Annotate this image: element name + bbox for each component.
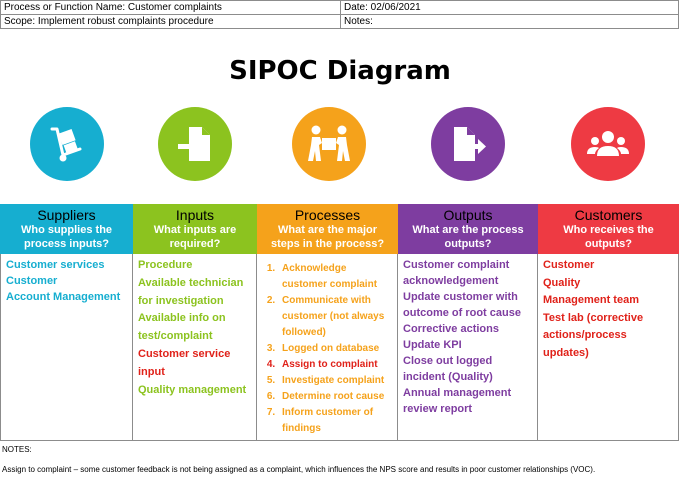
scope-field[interactable]: Scope: Implement robust complaints procedure — [1, 15, 341, 29]
list-item: Customer complaint — [403, 259, 510, 271]
inputs-title: Inputs — [175, 207, 215, 223]
list-item: Corrective actions — [403, 323, 499, 335]
list-item: Annual management — [403, 387, 512, 399]
notes-field[interactable]: Notes: — [341, 15, 679, 29]
list-item: Procedure — [138, 259, 193, 271]
outputs-question-line-1: What are the process — [412, 224, 524, 236]
list-item: updates) — [543, 346, 589, 359]
processes-body — [257, 254, 398, 441]
customers-title: Customers — [574, 207, 643, 223]
list-item: Available info on — [138, 312, 226, 325]
header-table — [0, 0, 679, 29]
people-carry-icon — [292, 107, 366, 181]
suppliers-question-line-2: process inputs? — [24, 238, 109, 250]
outputs-body — [398, 254, 538, 441]
list-item: incident (Quality) — [403, 371, 493, 383]
suppliers-title: Suppliers — [37, 207, 96, 223]
file-import-icon — [158, 107, 232, 181]
list-item: Management team — [543, 294, 639, 306]
list-item: for investigation — [138, 294, 224, 307]
processes-question-line-2: steps in the process? — [270, 238, 385, 250]
outputs-column — [398, 204, 538, 441]
list-item: review report — [403, 403, 473, 415]
list-item: 6. Determine root cause — [278, 389, 392, 405]
processes-column — [257, 204, 398, 441]
notes-text: Assign to complaint – some customer feedback is not being assigned as a complaint, which influences the NPS score and results in poor customer relationships (VOC). — [2, 465, 596, 474]
list-item: Customer — [6, 275, 58, 287]
list-item: Quality management — [138, 383, 247, 396]
inputs-question-line-2: required? — [169, 238, 221, 250]
list-item: Customer services — [6, 259, 105, 271]
list-item: actions/process — [543, 329, 627, 341]
list-item: 3. Logged on database — [278, 341, 392, 357]
list-item: 5. Investigate complaint — [278, 373, 392, 389]
customers-column — [538, 204, 679, 441]
processes-question-line-1: What are the major — [277, 224, 378, 236]
customers-header — [538, 204, 679, 254]
inputs-column — [133, 204, 257, 441]
outputs-header — [398, 204, 538, 254]
list-item: 2. Communicate with customer (not always followed) — [278, 293, 392, 341]
page-title: SIPOC Diagram — [229, 56, 451, 86]
inputs-question-line-1: What inputs are — [153, 224, 237, 236]
list-item: test/complaint — [138, 330, 213, 343]
list-item: 4. Assign to complaint — [278, 357, 392, 373]
suppliers-body — [0, 254, 133, 441]
outputs-title: Outputs — [443, 207, 493, 223]
list-item: outcome of root cause — [403, 307, 521, 319]
suppliers-header — [0, 204, 133, 254]
list-item: Customer service — [138, 347, 231, 360]
processes-title: Processes — [294, 207, 361, 223]
inputs-body — [133, 254, 257, 441]
list-item: 7. Inform customer of findings — [278, 405, 392, 437]
list-item: Available technician — [138, 276, 244, 289]
customers-question-line-2: outputs? — [584, 238, 633, 250]
customers-question-line-1: Who receives the — [563, 224, 654, 236]
list-item: Update customer with — [403, 291, 518, 303]
list-item: Update KPI — [403, 339, 462, 351]
suppliers-column — [0, 204, 133, 441]
file-export-icon — [431, 107, 505, 181]
list-item: Customer — [543, 259, 595, 271]
list-item: acknowledgement — [403, 275, 499, 287]
notes-label: NOTES: — [2, 445, 32, 454]
process-steps-list — [259, 261, 392, 437]
list-item: input — [138, 365, 165, 378]
outputs-question-line-2: outputs? — [444, 238, 492, 250]
suppliers-question-line-1: Who supplies the — [20, 224, 113, 236]
list-item: Close out logged — [403, 355, 493, 367]
list-item: Test lab (corrective — [543, 311, 644, 324]
customers-body — [538, 254, 679, 441]
list-item: 1. Acknowledge customer complaint — [278, 261, 392, 293]
date-field[interactable]: Date: 02/06/2021 — [341, 1, 679, 15]
list-item: Account Management — [6, 291, 121, 303]
hand-truck-icon — [30, 107, 104, 181]
list-item: Quality — [543, 276, 581, 289]
processes-header — [257, 204, 398, 254]
users-icon — [571, 107, 645, 181]
process-name-field[interactable]: Process or Function Name: Customer complaints — [1, 1, 341, 15]
inputs-header — [133, 204, 257, 254]
